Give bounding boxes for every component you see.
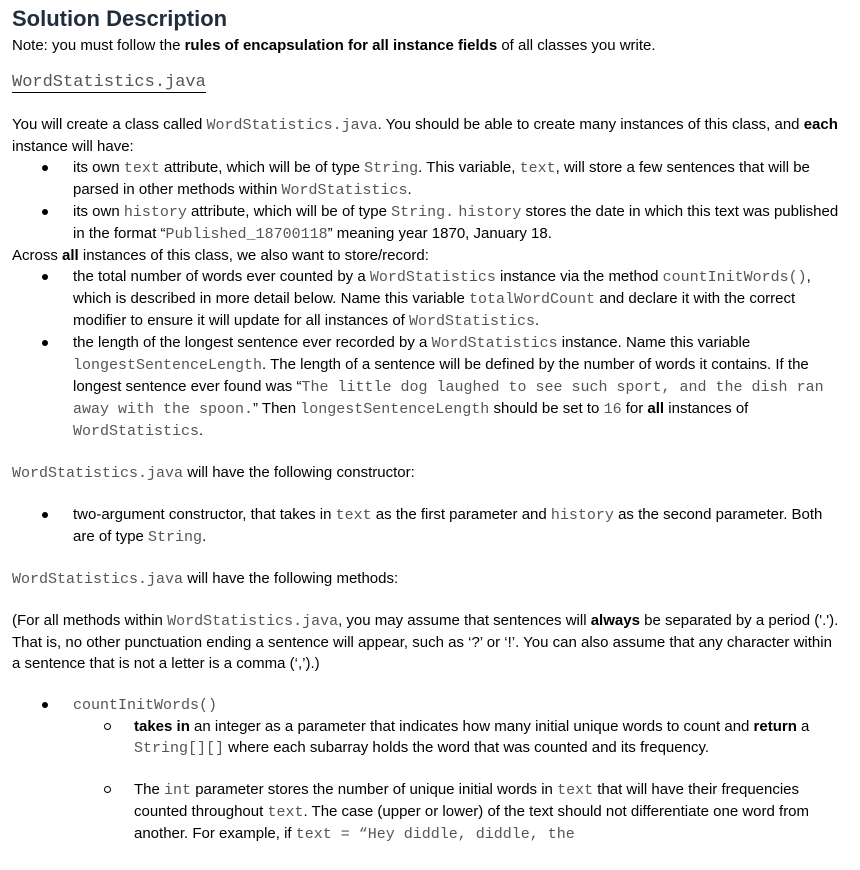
text: , which is described in more detail below. Name this variable xyxy=(73,268,811,307)
text: . xyxy=(199,422,204,439)
text: an integer as a parameter that indicates how many initial unique words to count and xyxy=(189,718,754,735)
text: ” meaning year 1870, January 18. xyxy=(327,225,552,242)
code-text: text xyxy=(519,160,556,177)
code-text: history xyxy=(123,204,187,221)
file-section-title xyxy=(12,70,842,94)
list-item xyxy=(12,504,842,548)
text: Across xyxy=(12,247,63,264)
code-text: String[][] xyxy=(134,740,225,757)
note-text: Note: you must follow the xyxy=(12,37,185,54)
method-detail-list xyxy=(12,779,842,845)
text: , you may assume that sentences will xyxy=(338,612,591,629)
text: for xyxy=(621,400,648,417)
text: (For all methods within xyxy=(12,612,168,629)
code-text: WordStatistics xyxy=(281,182,408,199)
assumption-paragraph xyxy=(12,610,842,674)
list-item xyxy=(12,201,842,245)
code-text: WordStatistics xyxy=(431,335,558,352)
bold-text: takes in xyxy=(134,718,190,735)
page-title: Solution Description xyxy=(12,6,228,31)
class-field-list xyxy=(12,266,842,442)
code-text: String xyxy=(364,160,419,177)
code-text: countInitWords() xyxy=(662,269,807,286)
code-text: WordStatistics.java xyxy=(167,613,339,630)
text: . You should be able to create many instances of this class, and xyxy=(377,116,804,133)
method-list xyxy=(12,694,842,759)
code-text: longestSentenceLength xyxy=(300,401,490,418)
code-text: WordStatistics xyxy=(369,269,496,286)
bold-text: return xyxy=(753,718,797,735)
text: be separated by a period ('.'). That is, no other punctuation ending a sentence will appear, such as ‘?’ or ‘!’. You can also assume that any character within a sentence that is not a letter is a comma (‘,’).) xyxy=(12,612,839,672)
text: as the second parameter. Both are of type xyxy=(73,506,823,545)
code-text: text xyxy=(123,160,160,177)
text: . xyxy=(202,528,207,545)
text: instance. Name this variable xyxy=(557,334,751,351)
text: instances of xyxy=(664,400,749,417)
text: and declare it with the correct modifier to ensure it will update for all instances of xyxy=(73,290,796,329)
code-text: 16 xyxy=(603,401,622,418)
code-text: text xyxy=(267,804,304,821)
constructor-intro xyxy=(12,462,842,484)
list-item xyxy=(12,716,842,759)
encapsulation-note xyxy=(12,36,842,56)
code-text: history xyxy=(458,204,522,221)
text: where each subarray holds the word that was counted and its frequency. xyxy=(224,739,710,756)
code-text: WordStatistics xyxy=(409,313,536,330)
code-text: Published_18700118 xyxy=(165,226,328,243)
list-item xyxy=(12,157,842,201)
document-page xyxy=(12,6,842,845)
list-item xyxy=(12,332,842,442)
constructor-list xyxy=(12,504,842,548)
code-text: int xyxy=(164,782,192,799)
text: should be set to xyxy=(489,400,604,417)
text: attribute, which will be of type xyxy=(186,203,392,220)
code-text: text xyxy=(557,782,594,799)
text: that will have their frequencies counted throughout xyxy=(134,781,800,820)
text: ” Then xyxy=(253,400,301,417)
code-text: WordStatistics.java xyxy=(12,571,184,588)
file-name: WordStatistics.java xyxy=(12,73,206,92)
text: . The length of a sentence will be defined by the number of words it contains. If the longest sentence ever found was “ xyxy=(73,356,809,395)
method-detail-list xyxy=(12,716,842,759)
bold-text: each xyxy=(803,116,838,133)
intro-paragraph xyxy=(12,114,842,157)
text: instances of this class, we also want to store/record: xyxy=(78,247,429,264)
bold-text: always xyxy=(590,612,640,629)
list-item xyxy=(12,694,842,759)
text: will have the following methods: xyxy=(183,570,399,587)
list-item xyxy=(12,779,842,845)
text: The xyxy=(134,781,165,798)
text: the total number of words ever counted by a xyxy=(73,268,370,285)
text: the length of the longest sentence ever recorded by a xyxy=(73,334,432,351)
text: a xyxy=(796,718,810,735)
note-text: of all classes you write. xyxy=(497,37,656,54)
methods-intro xyxy=(12,568,842,590)
code-text: String xyxy=(148,529,203,546)
text: its own xyxy=(73,203,124,220)
code-text: WordStatistics.java xyxy=(12,465,184,482)
text: . The case (upper or lower) of the text should not differentiate one word from another. For example, if xyxy=(134,803,810,842)
text: its own xyxy=(73,159,124,176)
list-item xyxy=(12,266,842,332)
instance-attribute-list xyxy=(12,157,842,245)
code-text: history xyxy=(550,507,614,524)
code-text: The little dog laughed to see such sport, and the dish ran away with the spoon. xyxy=(73,379,824,418)
class-fields-intro xyxy=(12,245,842,266)
method-name: countInitWords() xyxy=(73,697,218,714)
text: . xyxy=(407,181,412,198)
note-bold-text: rules of encapsulation for all instance fields xyxy=(184,37,498,54)
text: attribute, which will be of type xyxy=(159,159,365,176)
code-text: totalWordCount xyxy=(469,291,596,308)
code-text: String. xyxy=(391,204,455,221)
text: You will create a class called xyxy=(12,116,207,133)
text: . This variable, xyxy=(418,159,520,176)
text: as the first parameter and xyxy=(371,506,551,523)
code-text: longestSentenceLength xyxy=(73,357,263,374)
code-text: WordStatistics xyxy=(73,423,200,440)
text: parameter stores the number of unique initial words in xyxy=(191,781,558,798)
bold-text: all xyxy=(62,247,79,264)
bold-text: all xyxy=(647,400,665,417)
text: , will store a few sentences that will be parsed in other methods within xyxy=(73,159,810,198)
code-text: text xyxy=(335,507,372,524)
text: stores the date in which this text was published in the format “ xyxy=(73,203,839,242)
text: instance via the method xyxy=(495,268,663,285)
code-text: WordStatistics.java xyxy=(206,117,378,134)
text: will have the following constructor: xyxy=(183,464,415,481)
text: two-argument constructor, that takes in xyxy=(73,506,336,523)
code-text: text = “Hey diddle, diddle, the xyxy=(295,826,575,843)
text: instance will have: xyxy=(12,138,134,155)
text: . xyxy=(535,312,540,329)
